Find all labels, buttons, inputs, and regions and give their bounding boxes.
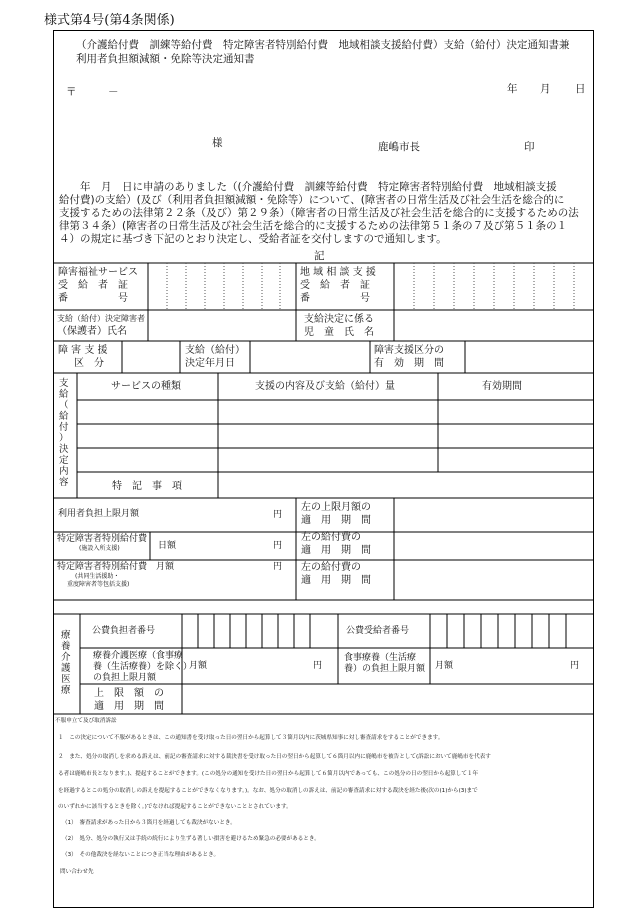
class-validity-label: 障害支援区分の 有 効 期 間 xyxy=(374,345,444,369)
date-day: 日 xyxy=(575,83,586,95)
care-yen: 円 xyxy=(313,661,323,671)
decision-date-label: 支給（給付） 決定年月日 xyxy=(185,345,245,369)
medical-side-label: 療 養 介 護 医 療 xyxy=(61,630,71,696)
medical-limit-period-label: 上 限 額 の 適 用 期 間 xyxy=(94,688,164,712)
meal-limit-label: 食事療養（生活療 養）の負担上限月額 xyxy=(344,653,426,674)
special-benefit-2-label: 特定障害者特別給付費 月額 (共同生活援助・ 重度障害者等包括支援) xyxy=(57,562,175,588)
burden-limit-label: 利用者負担上限月額 xyxy=(58,509,140,519)
daily-yen: 円 xyxy=(273,541,283,551)
burden-yen: 円 xyxy=(273,510,283,520)
document-title-line2: 利用者負担額減額・免除等決定通知書 xyxy=(76,53,255,65)
notice-line: 支援するための法律第２２条（及び）第２９条）（障害者の日常生活及び社会生活を総合的に支援するための法 xyxy=(59,207,579,219)
service-content-header: 支援の内容及び支給（給付）量 xyxy=(255,381,395,392)
appeal-item-3: （3） その他裁決を経ないことにつき正当な理由があるとき。 xyxy=(62,852,220,858)
form-number: 様式第4号(第4条関係) xyxy=(44,13,175,28)
benefit-period-label-2: 左の給付費の 適 用 期 間 xyxy=(301,562,371,586)
notice-line: 年 月 日に申請のありました（(介護給付費 訓練等給付費 特定障害者特別給付費 地域相談支援 xyxy=(59,181,557,193)
date-month: 月 xyxy=(540,83,551,95)
guardian-label: 支給（給付）決定障害者 （保護者）氏名 xyxy=(57,314,145,337)
appeal-line-4: を経過するとこの処分の取消しの訴えを提起することができなくなります。)。なお、処分の取消しの訴えは、前記の審査請求に対する裁決を経た後(次の(1)から(3)まで xyxy=(58,788,478,794)
appeal-line-3: る者は鹿嶋市長となります。)、提起することができます。(この処分の通知を受けた日の翌日から起算して６箇月以内であっても、この処分の日の翌日から起算して１年 xyxy=(58,771,479,777)
appeal-line-2: ２ また、処分の取消しを求める訴えは、前記の審査請求に対する裁決書を受け取った日の翌日から起算して６箇月以内に鹿嶋市を被告として(訴訟において鹿嶋市を代表す xyxy=(58,754,491,760)
appeal-line-1: １ この決定について不服があるときは、この通知書を受け取った日の翌日から起算して３箇月以内に茨城県知事に対し審査請求をすることができます。 xyxy=(58,735,444,741)
addressee-sama: 様 xyxy=(212,137,223,149)
appeal-item-2: （2） 処分、処分の執行又は手続の続行により生ずる著しい損害を避けるため緊急の必要があるとき。 xyxy=(62,836,320,842)
care-limit-label: 療養介護医療（食事療 養（生活療養）を除く） の負担上限月額 xyxy=(93,651,193,683)
consult-cert-label: 地 域 相 談 支 援 受 給 者 証 番 号 xyxy=(300,267,376,304)
service-side-label: 支 給 （ 給 付 ） 決 定 内 容 xyxy=(59,378,69,488)
appeal-heading: 不服申立て及び取消訴訟 xyxy=(55,718,117,724)
meal-monthly-label: 月額 xyxy=(435,661,454,671)
meal-yen: 円 xyxy=(570,661,580,671)
special-notes-label: 特 記 事 項 xyxy=(112,481,182,492)
public-payer-label: 公費負担者番号 xyxy=(92,626,156,636)
notice-line: ４）の規定に基づき下記のとおり決定し、受給者証を交付しますので通知します。 xyxy=(59,233,447,245)
postal-mark: 〒 xyxy=(66,86,77,98)
appeal-item-1: （1） 審査請求があった日から３箇月を経過しても裁決がないとき。 xyxy=(62,820,236,826)
special-benefit-1-label: 特定障害者特別給付費 (施設入所支援) xyxy=(57,534,148,552)
service-type-header: サービスの種類 xyxy=(111,381,181,392)
issuer-name: 鹿嶋市長 xyxy=(378,141,420,153)
daily-amount-label: 日額 xyxy=(158,541,177,551)
postal-dash: － xyxy=(108,86,119,98)
child-label: 支給決定に係る 児 童 氏 名 xyxy=(304,314,374,338)
welfare-cert-label: 障害福祉サービス 受 給 者 証 番 号 xyxy=(58,267,138,304)
support-class-label: 障 害 支 援 区 分 xyxy=(58,345,108,369)
care-monthly-label: 月額 xyxy=(189,661,208,671)
document-title-line1: （介護給付費 訓練等給付費 特定障害者特別給付費 地域相談支援給付費）支給（給付）決定通知書兼 xyxy=(76,39,570,51)
appeal-line-5: のいずれかに該当するときを除く。)でなければ提起することができないこととされています。 xyxy=(58,804,292,810)
seal-mark: 印 xyxy=(524,141,535,153)
notice-line: 給付費)の支給）(及び（利用者負担額減額・免除等）について、(障害者の日常生活及び社会生活を総合的に xyxy=(59,194,565,206)
benefit-period-label: 左の給付費の 適 用 期 間 xyxy=(301,532,371,556)
ki-label: 記 xyxy=(314,250,325,262)
contact-label: 問い合わせ先 xyxy=(60,869,94,875)
public-recipient-label: 公費受給者番号 xyxy=(346,626,410,636)
notice-line: 律第３４条）(障害者の日常生活及び社会生活を総合的に支援するための法律第５１条の７及び第５１条の１ xyxy=(59,220,568,232)
service-validity-header: 有効期間 xyxy=(482,381,522,392)
date-year: 年 xyxy=(507,83,518,95)
limit-period-label: 左の上限月額の 適 用 期 間 xyxy=(301,502,371,526)
monthly-yen: 円 xyxy=(273,562,283,572)
